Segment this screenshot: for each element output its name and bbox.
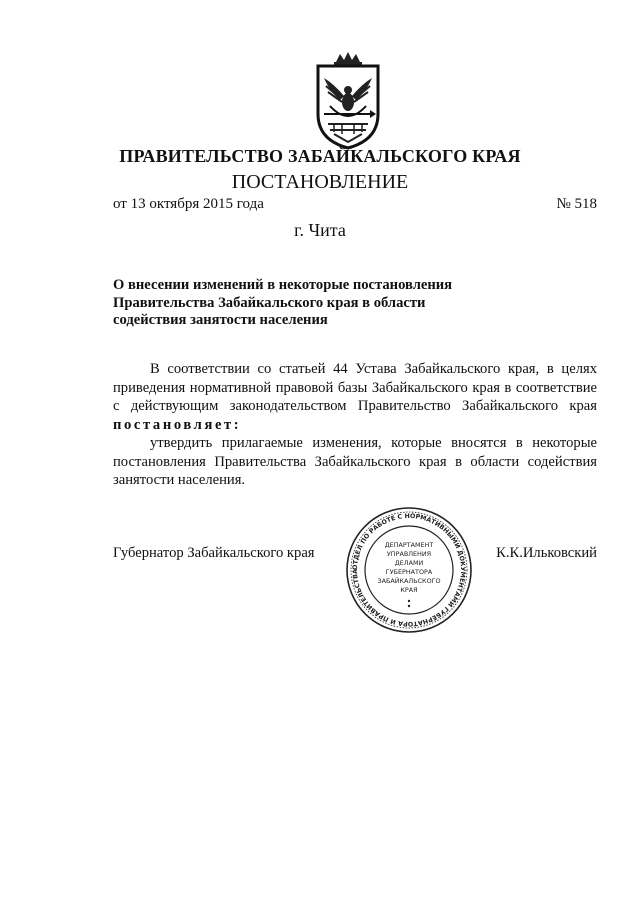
seal-center-line: ЗАБАЙКАЛЬСКОГО xyxy=(377,577,441,585)
seal-center-line: ДЕЛАМИ xyxy=(394,559,424,567)
body-paragraph-1 xyxy=(113,360,597,434)
document-number: № 518 xyxy=(556,196,597,212)
seal-center-line: ДЕПАРТАМЕНТ xyxy=(384,541,434,549)
paragraph-text: В соответствии со статьей 44 Устава Забайкальского края, в целях приведения нормативной правовой базы Забайкальского края в соответствие с действующим законодательством Правительство Забайкальского края xyxy=(113,361,597,414)
document-subject xyxy=(113,277,493,330)
document-city: г. Чита xyxy=(294,220,346,240)
seal-outer-text: ОТДЕЛ ПО РАБОТЕ С НОРМАТИВНЫМИ ДОКУМЕНТАМИ ГУБЕРНАТОРА И ПРАВИТЕЛЬСТВА xyxy=(351,512,467,628)
signatory-role: Губернатор Забайкальского края xyxy=(113,545,315,561)
official-seal-stamp xyxy=(344,505,474,635)
seal-center-line: УПРАВЛЕНИЯ xyxy=(386,550,432,558)
body-paragraph-2 xyxy=(113,434,597,490)
subject-line: О внесении изменений в некоторые постановления xyxy=(113,277,453,293)
subject-line: содействия занятости населения xyxy=(113,312,328,328)
coat-of-arms-emblem xyxy=(300,52,396,152)
seal-center-line: ГУБЕРНАТОРА xyxy=(385,568,433,576)
document-date: от 13 октября 2015 года xyxy=(113,196,264,212)
signatory-name: К.К.Ильковский xyxy=(496,545,597,561)
subject-line: Правительства Забайкальского края в области xyxy=(113,294,426,311)
paragraph-text: утвердить прилагаемые изменения, которые вносятся в некоторые постановления Правительства Забайкальского края в области содействия занятости населения. xyxy=(113,435,597,488)
seal-center-line: КРАЯ xyxy=(400,586,418,594)
decree-keyword: постановляет: xyxy=(113,416,242,433)
government-title: ПРАВИТЕЛЬСТВО ЗАБАЙКАЛЬСКОГО КРАЯ xyxy=(119,146,521,166)
document-type: ПОСТАНОВЛЕНИЕ xyxy=(231,171,409,193)
